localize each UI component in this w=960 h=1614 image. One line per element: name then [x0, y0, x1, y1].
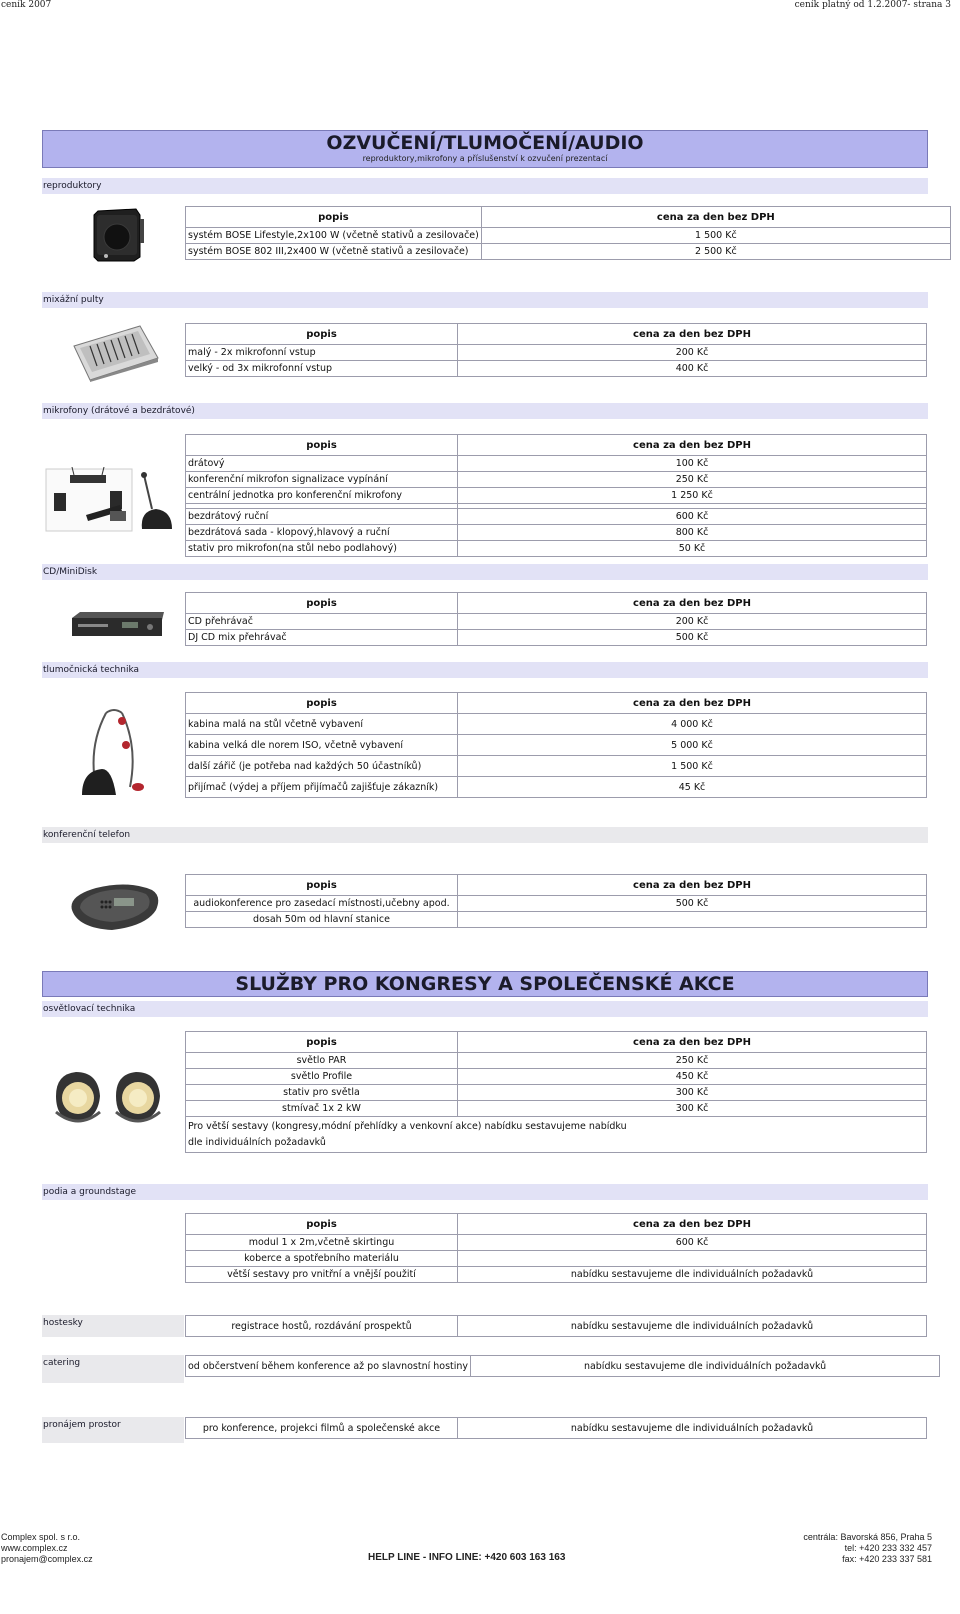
item-desc: kabina malá na stůl včetně vybavení [186, 714, 458, 735]
page-header-right: ceník platný od 1.2.2007- strana 3 [794, 0, 951, 10]
table-row [186, 1069, 927, 1085]
item-desc: modul 1 x 2m,včetně skirtingu [186, 1235, 458, 1251]
table-row [186, 456, 927, 472]
table-header-row [186, 693, 927, 714]
table-row [186, 1267, 927, 1283]
category-mixers: mixážní pulty [42, 292, 928, 308]
item-price: 2 500 Kč [481, 244, 950, 260]
item-price: nabídku sestavujeme dle individuálních požadavků [471, 1356, 940, 1377]
item-desc: DJ CD mix přehrávač [186, 630, 458, 646]
lighting-note-line1: Pro větší sestavy (kongresy,módní přehlídky a venkovní akce) nabídku sestavujeme nabídku [188, 1120, 627, 1132]
column-price-header: cena za den bez DPH [458, 875, 927, 896]
page-header-left: ceník 2007 [1, 0, 52, 10]
item-desc: stativ pro mikrofon(na stůl nebo podlahový) [186, 541, 458, 557]
item-price: nabídku sestavujeme dle individuálních požadavků [458, 1267, 927, 1283]
footer-address: centrála: Bavorská 856, Praha 5 [803, 1532, 932, 1542]
table-row [186, 912, 927, 928]
column-desc-header: popis [186, 875, 458, 896]
column-desc-header: popis [186, 693, 458, 714]
table-row [186, 361, 927, 377]
item-desc: CD přehrávač [186, 614, 458, 630]
table-header-row [186, 324, 927, 345]
item-desc: systém BOSE 802 III,2x400 W (včetně stativů a zesilovače) [186, 244, 482, 260]
table-row [186, 1085, 927, 1101]
table-row [186, 1356, 940, 1377]
footer-left [1, 1532, 93, 1565]
item-price: 100 Kč [458, 456, 927, 472]
table-header-row [186, 1032, 927, 1053]
item-price: 500 Kč [458, 630, 927, 646]
footer-company: Complex spol. s r.o. [1, 1532, 81, 1542]
item-price: 300 Kč [458, 1101, 927, 1117]
item-desc: registrace hostů, rozdávání prospektů [186, 1316, 458, 1337]
interpret-table [185, 692, 927, 798]
spotlight-icon [50, 1068, 166, 1131]
mixers-table [185, 323, 927, 377]
category-cd: CD/MiniDisk [42, 564, 928, 580]
item-price: 250 Kč [458, 472, 927, 488]
conference-phone-icon [66, 880, 162, 935]
column-desc-header: popis [186, 1214, 458, 1235]
column-desc-header: popis [186, 593, 458, 614]
column-price-header: cena za den bez DPH [458, 593, 927, 614]
category-stage: podia a groundstage [42, 1184, 928, 1200]
table-row [186, 1251, 927, 1267]
table-header-row [186, 875, 927, 896]
table-row [186, 228, 951, 244]
item-desc: přijímač (výdej a příjem přijímačů zajišťuje zákazník) [186, 777, 458, 798]
item-price: 450 Kč [458, 1069, 927, 1085]
item-desc: audiokonference pro zasedací místnosti,učebny apod. [186, 896, 458, 912]
item-price: 300 Kč [458, 1085, 927, 1101]
item-price: 600 Kč [458, 1235, 927, 1251]
item-desc: dosah 50m od hlavní stanice [186, 912, 458, 928]
table-row [186, 472, 927, 488]
item-price: 500 Kč [458, 896, 927, 912]
item-desc: bezdrátový ruční [186, 509, 458, 525]
column-desc-header: popis [186, 207, 482, 228]
item-price: 600 Kč [458, 509, 927, 525]
audio-subtitle: reproduktory,mikrofony a příslušenství k ozvučení prezentací [362, 154, 608, 163]
item-price: 200 Kč [458, 614, 927, 630]
cd-table [185, 592, 927, 646]
item-price: 50 Kč [458, 541, 927, 557]
footer-helpline: HELP LINE - INFO LINE: +420 603 163 163 [368, 1552, 566, 1563]
item-desc: malý - 2x mikrofonní vstup [186, 345, 458, 361]
table-row [186, 630, 927, 646]
column-price-header: cena za den bez DPH [458, 1214, 927, 1235]
column-desc-header: popis [186, 435, 458, 456]
item-price [458, 1251, 927, 1267]
footer-web-link[interactable]: www.complex.cz [1, 1543, 68, 1553]
column-price-header: cena za den bez DPH [458, 693, 927, 714]
item-desc: bezdrátová sada - klopový,hlavový a ruční [186, 525, 458, 541]
item-price: nabídku sestavujeme dle individuálních požadavků [458, 1316, 927, 1337]
item-price: 1 500 Kč [458, 756, 927, 777]
item-desc: velký - od 3x mikrofonní vstup [186, 361, 458, 377]
item-desc: koberce a spotřebního materiálu [186, 1251, 458, 1267]
table-row [186, 714, 927, 735]
table-row [186, 244, 951, 260]
table-row [186, 896, 927, 912]
cd-player-icon [70, 610, 166, 643]
headphones-icon [78, 707, 148, 802]
audio-title-band [42, 130, 928, 168]
category-interpret: tlumočnická technika [42, 662, 928, 678]
table-row [186, 1053, 927, 1069]
item-desc: od občerstvení během konference až po slavnostní hostiny [186, 1356, 471, 1377]
column-price-header: cena za den bez DPH [481, 207, 950, 228]
item-desc: pro konference, projekci filmů a společenské akce [186, 1418, 458, 1439]
microphone-set-icon [44, 467, 178, 536]
item-price: 45 Kč [458, 777, 927, 798]
column-price-header: cena za den bez DPH [458, 1032, 927, 1053]
footer-tel: tel: +420 233 332 457 [844, 1543, 932, 1553]
table-row [186, 735, 927, 756]
table-row [186, 345, 927, 361]
column-price-header: cena za den bez DPH [458, 324, 927, 345]
item-price: 5 000 Kč [458, 735, 927, 756]
table-header-row [186, 1214, 927, 1235]
item-price: 250 Kč [458, 1053, 927, 1069]
catering-table [185, 1355, 940, 1377]
footer-fax: fax: +420 233 337 581 [842, 1554, 932, 1564]
table-row [186, 1101, 927, 1117]
item-desc: stmívač 1x 2 kW [186, 1101, 458, 1117]
table-row [186, 1316, 927, 1337]
rental-table [185, 1417, 927, 1439]
mixer-icon [70, 324, 160, 385]
column-desc-header: popis [186, 324, 458, 345]
category-rental: pronájem prostor [42, 1417, 184, 1443]
table-row [186, 756, 927, 777]
item-price: 1 250 Kč [458, 488, 927, 504]
stage-table [185, 1213, 927, 1283]
table-row [186, 541, 927, 557]
table-row [186, 509, 927, 525]
table-row [186, 525, 927, 541]
item-desc: světlo PAR [186, 1053, 458, 1069]
category-lighting: osvětlovací technika [42, 1001, 928, 1017]
audio-title: OZVUČENÍ/TLUMOČENÍ/AUDIO [326, 132, 644, 154]
item-price: nabídku sestavujeme dle individuálních požadavků [458, 1418, 927, 1439]
lighting-table [185, 1031, 927, 1153]
item-price: 1 500 Kč [481, 228, 950, 244]
category-mics: mikrofony (drátové a bezdrátové) [42, 403, 928, 419]
item-desc: centrální jednotka pro konferenční mikrofony [186, 488, 458, 504]
item-price: 4 000 Kč [458, 714, 927, 735]
services-title-band [42, 971, 928, 997]
column-desc-header: popis [186, 1032, 458, 1053]
table-note-row [186, 1117, 927, 1153]
category-catering: catering [42, 1355, 184, 1383]
item-desc: další zářič (je potřeba nad každých 50 účastníků) [186, 756, 458, 777]
item-price: 800 Kč [458, 525, 927, 541]
item-desc: systém BOSE Lifestyle,2x100 W (včetně stativů a zesilovače) [186, 228, 482, 244]
table-row [186, 777, 927, 798]
column-price-header: cena za den bez DPH [458, 435, 927, 456]
hostesses-table [185, 1315, 927, 1337]
item-desc: drátový [186, 456, 458, 472]
speakers-table [185, 206, 951, 260]
item-price: 400 Kč [458, 361, 927, 377]
item-price [458, 912, 927, 928]
item-desc: světlo Profile [186, 1069, 458, 1085]
table-row [186, 1235, 927, 1251]
table-row [186, 1418, 927, 1439]
item-desc: stativ pro světla [186, 1085, 458, 1101]
speaker-icon [88, 207, 146, 266]
table-row [186, 488, 927, 504]
footer-email-link[interactable]: pronajem@complex.cz [1, 1554, 93, 1564]
table-row [186, 614, 927, 630]
footer-right [803, 1532, 932, 1565]
lighting-note-line2: dle individuálních požadavků [188, 1136, 326, 1148]
item-desc: kabina velká dle norem ISO, včetně vybavení [186, 735, 458, 756]
mics-table [185, 434, 927, 557]
item-price: 200 Kč [458, 345, 927, 361]
table-header-row [186, 593, 927, 614]
category-speakers: reproduktory [42, 178, 928, 194]
phone-table [185, 874, 927, 928]
table-header-row [186, 435, 927, 456]
item-desc: větší sestavy pro vnitřní a vnější použití [186, 1267, 458, 1283]
item-desc: konferenční mikrofon signalizace vypínání [186, 472, 458, 488]
category-phone: konferenční telefon [42, 827, 928, 843]
table-header-row [186, 207, 951, 228]
services-title: SLUŽBY PRO KONGRESY A SPOLEČENSKÉ AKCE [235, 973, 735, 995]
category-hostesses: hostesky [42, 1315, 184, 1337]
